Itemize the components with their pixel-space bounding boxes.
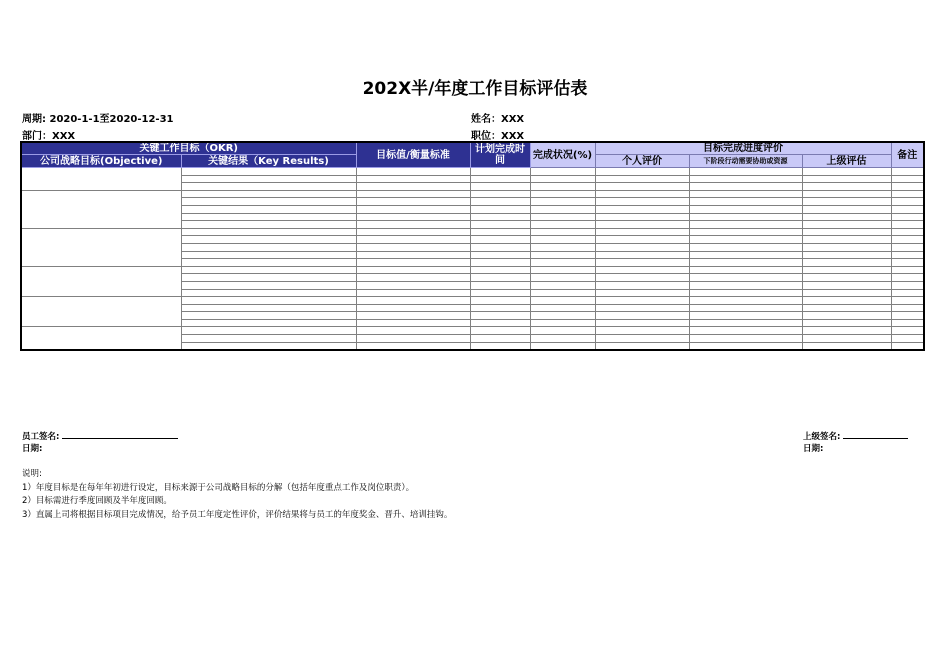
table-cell[interactable] — [470, 274, 530, 282]
table-cell[interactable] — [595, 183, 689, 191]
table-cell[interactable] — [891, 228, 924, 236]
status-header: 完成状况(%) — [530, 142, 595, 168]
table-cell[interactable] — [530, 236, 595, 244]
table-cell[interactable] — [181, 190, 356, 198]
table-cell[interactable] — [356, 190, 470, 198]
table-cell[interactable] — [181, 274, 356, 282]
table-cell[interactable] — [595, 243, 689, 251]
table-cell[interactable] — [595, 236, 689, 244]
table-row — [21, 228, 924, 236]
table-cell[interactable] — [356, 312, 470, 320]
table-cell[interactable] — [181, 205, 356, 213]
next-action-header: 下阶段行动需要协助或资源 — [689, 155, 802, 168]
table-cell[interactable] — [530, 319, 595, 327]
table-cell[interactable] — [470, 198, 530, 206]
table-cell[interactable] — [181, 312, 356, 320]
table-cell[interactable] — [891, 190, 924, 198]
table-cell[interactable] — [470, 236, 530, 244]
table-cell[interactable] — [181, 342, 356, 350]
table-cell[interactable] — [595, 175, 689, 183]
table-cell[interactable] — [595, 213, 689, 221]
table-row — [21, 266, 924, 274]
table-cell[interactable] — [530, 274, 595, 282]
table-cell[interactable] — [891, 335, 924, 343]
table-cell[interactable] — [470, 221, 530, 229]
table-cell[interactable] — [470, 205, 530, 213]
table-cell[interactable] — [470, 259, 530, 267]
remark-header: 备注 — [891, 142, 924, 168]
table-cell[interactable] — [356, 274, 470, 282]
table-cell[interactable] — [595, 190, 689, 198]
objective-header: 公司战略目标(Objective) — [21, 155, 181, 168]
table-cell[interactable] — [595, 289, 689, 297]
table-cell[interactable] — [181, 319, 356, 327]
table-cell[interactable] — [689, 342, 802, 350]
table-cell[interactable] — [689, 274, 802, 282]
evaluation-table — [20, 141, 925, 351]
table-cell[interactable] — [470, 319, 530, 327]
table-cell[interactable] — [181, 168, 356, 176]
table-cell[interactable] — [689, 243, 802, 251]
table-cell[interactable] — [802, 183, 891, 191]
table-cell[interactable] — [181, 297, 356, 305]
objective-cell[interactable] — [21, 266, 181, 296]
table-cell[interactable] — [356, 213, 470, 221]
table-cell[interactable] — [891, 319, 924, 327]
table-cell[interactable] — [181, 251, 356, 259]
table-cell[interactable] — [470, 243, 530, 251]
table-cell[interactable] — [595, 319, 689, 327]
table-cell[interactable] — [595, 335, 689, 343]
plan-time-header: 计划完成时间 — [470, 142, 530, 168]
table-cell[interactable] — [689, 175, 802, 183]
department-field: 部门：XXX — [22, 131, 76, 142]
table-cell[interactable] — [891, 168, 924, 176]
table-cell[interactable] — [802, 251, 891, 259]
table-cell[interactable] — [689, 228, 802, 236]
table-cell[interactable] — [802, 205, 891, 213]
table-cell[interactable] — [530, 228, 595, 236]
table-cell[interactable] — [470, 190, 530, 198]
table-cell[interactable] — [470, 281, 530, 289]
table-cell[interactable] — [181, 281, 356, 289]
table-cell[interactable] — [802, 266, 891, 274]
table-cell[interactable] — [802, 274, 891, 282]
table-cell[interactable] — [802, 228, 891, 236]
table-cell[interactable] — [595, 228, 689, 236]
period-field: 周期: 2020-1-1至2020-12-31 — [22, 114, 174, 125]
table-cell[interactable] — [802, 319, 891, 327]
table-cell[interactable] — [356, 228, 470, 236]
table-cell[interactable] — [595, 198, 689, 206]
table-cell[interactable] — [689, 327, 802, 335]
table-cell[interactable] — [891, 259, 924, 267]
table-cell[interactable] — [891, 304, 924, 312]
table-cell[interactable] — [595, 259, 689, 267]
table-cell[interactable] — [689, 213, 802, 221]
table-cell[interactable] — [530, 168, 595, 176]
table-cell[interactable] — [891, 312, 924, 320]
table-cell[interactable] — [470, 175, 530, 183]
table-cell[interactable] — [356, 236, 470, 244]
objective-cell[interactable] — [21, 190, 181, 228]
table-cell[interactable] — [470, 168, 530, 176]
table-cell[interactable] — [595, 251, 689, 259]
table-cell[interactable] — [802, 168, 891, 176]
superior-sign-line[interactable] — [843, 430, 908, 439]
table-cell[interactable] — [891, 236, 924, 244]
table-cell[interactable] — [891, 281, 924, 289]
table-cell[interactable] — [530, 243, 595, 251]
table-cell[interactable] — [891, 175, 924, 183]
table-cell[interactable] — [802, 304, 891, 312]
table-cell[interactable] — [595, 266, 689, 274]
table-cell[interactable] — [891, 289, 924, 297]
table-cell[interactable] — [802, 281, 891, 289]
table-cell[interactable] — [356, 183, 470, 191]
table-cell[interactable] — [356, 335, 470, 343]
table-cell[interactable] — [802, 289, 891, 297]
evaluation-table-body — [21, 168, 924, 351]
table-cell[interactable] — [802, 335, 891, 343]
table-cell[interactable] — [181, 236, 356, 244]
table-cell[interactable] — [470, 342, 530, 350]
table-cell[interactable] — [530, 213, 595, 221]
table-cell[interactable] — [356, 327, 470, 335]
table-cell[interactable] — [530, 266, 595, 274]
table-cell[interactable] — [689, 335, 802, 343]
table-cell[interactable] — [356, 168, 470, 176]
table-cell[interactable] — [689, 190, 802, 198]
table-cell[interactable] — [595, 221, 689, 229]
table-cell[interactable] — [530, 304, 595, 312]
table-cell[interactable] — [802, 236, 891, 244]
table-cell[interactable] — [802, 259, 891, 267]
table-cell[interactable] — [181, 289, 356, 297]
note-item: 2）目标需进行季度回顾及半年度回顾。 — [22, 496, 172, 506]
table-cell[interactable] — [530, 190, 595, 198]
table-cell[interactable] — [595, 297, 689, 305]
table-cell[interactable] — [530, 251, 595, 259]
table-cell[interactable] — [356, 319, 470, 327]
table-cell[interactable] — [595, 205, 689, 213]
table-cell[interactable] — [689, 236, 802, 244]
table-cell[interactable] — [356, 243, 470, 251]
table-cell[interactable] — [689, 259, 802, 267]
table-cell[interactable] — [802, 221, 891, 229]
table-cell[interactable] — [891, 266, 924, 274]
table-cell[interactable] — [470, 251, 530, 259]
table-cell[interactable] — [530, 221, 595, 229]
table-cell[interactable] — [470, 312, 530, 320]
table-cell[interactable] — [689, 251, 802, 259]
table-cell[interactable] — [891, 251, 924, 259]
table-cell[interactable] — [530, 205, 595, 213]
table-cell[interactable] — [891, 183, 924, 191]
table-cell[interactable] — [689, 198, 802, 206]
table-cell[interactable] — [356, 175, 470, 183]
table-cell[interactable] — [891, 243, 924, 251]
table-cell[interactable] — [530, 297, 595, 305]
superior-sign-label: 上级签名: — [803, 432, 841, 442]
objective-cell[interactable] — [21, 228, 181, 266]
table-cell[interactable] — [595, 281, 689, 289]
table-cell[interactable] — [802, 327, 891, 335]
table-cell[interactable] — [356, 281, 470, 289]
table-cell[interactable] — [356, 259, 470, 267]
table-cell[interactable] — [530, 312, 595, 320]
table-cell[interactable] — [891, 198, 924, 206]
position-field: 职位：XXX — [471, 131, 525, 142]
note-item: 1）年度目标是在每年年初进行设定，目标来源于公司战略目标的分解（包括年度重点工作及岗位职责）。 — [22, 482, 415, 493]
table-cell[interactable] — [689, 304, 802, 312]
table-cell[interactable] — [356, 221, 470, 229]
table-cell[interactable] — [470, 297, 530, 305]
table-cell[interactable] — [891, 274, 924, 282]
table-cell[interactable] — [181, 183, 356, 191]
objective-cell[interactable] — [21, 327, 181, 350]
superior-date-label: 日期: — [803, 444, 824, 454]
table-cell[interactable] — [802, 198, 891, 206]
eval-group-header: 目标完成进度评价 — [595, 142, 891, 155]
table-cell[interactable] — [356, 205, 470, 213]
table-cell[interactable] — [891, 205, 924, 213]
table-cell[interactable] — [530, 342, 595, 350]
table-cell[interactable] — [181, 175, 356, 183]
table-cell[interactable] — [470, 183, 530, 191]
key-results-header: 关键结果（Key Results) — [181, 155, 356, 168]
table-cell[interactable] — [595, 312, 689, 320]
table-cell[interactable] — [689, 319, 802, 327]
table-cell[interactable] — [181, 198, 356, 206]
table-cell[interactable] — [689, 205, 802, 213]
table-cell[interactable] — [530, 259, 595, 267]
employee-sign-line[interactable] — [62, 430, 178, 439]
table-cell[interactable] — [689, 289, 802, 297]
employee-sign-label: 员工签名: — [22, 432, 60, 442]
table-cell[interactable] — [356, 304, 470, 312]
table-cell[interactable] — [470, 335, 530, 343]
table-cell[interactable] — [356, 198, 470, 206]
table-cell[interactable] — [689, 297, 802, 305]
note-item: 3）直属上司将根据目标项目完成情况，给予员工年度定性评价，评价结果将与员工的年度奖金、晋升、培训挂钩。 — [22, 509, 453, 520]
table-cell[interactable] — [530, 183, 595, 191]
page-title: 202X半/年度工作目标评估表 — [362, 79, 588, 99]
table-cell[interactable] — [891, 327, 924, 335]
table-cell[interactable] — [891, 297, 924, 305]
table-cell[interactable] — [802, 190, 891, 198]
objective-cell[interactable] — [21, 297, 181, 327]
table-cell[interactable] — [891, 342, 924, 350]
table-cell[interactable] — [595, 327, 689, 335]
table-cell[interactable] — [470, 266, 530, 274]
table-cell[interactable] — [802, 175, 891, 183]
table-cell[interactable] — [595, 304, 689, 312]
table-row — [21, 168, 924, 176]
table-cell[interactable] — [689, 168, 802, 176]
table-row — [21, 297, 924, 305]
table-cell[interactable] — [356, 289, 470, 297]
notes-heading: 说明: — [22, 469, 42, 479]
target-header: 目标值/衡量标准 — [356, 142, 470, 168]
table-cell[interactable] — [181, 266, 356, 274]
table-cell[interactable] — [356, 266, 470, 274]
table-cell[interactable] — [595, 274, 689, 282]
table-cell[interactable] — [530, 335, 595, 343]
table-row — [21, 190, 924, 198]
table-cell[interactable] — [530, 289, 595, 297]
table-cell[interactable] — [356, 342, 470, 350]
table-cell[interactable] — [802, 243, 891, 251]
table-cell[interactable] — [802, 342, 891, 350]
table-cell[interactable] — [181, 228, 356, 236]
table-cell[interactable] — [181, 213, 356, 221]
table-cell[interactable] — [181, 304, 356, 312]
table-cell[interactable] — [530, 281, 595, 289]
table-cell[interactable] — [689, 266, 802, 274]
table-cell[interactable] — [891, 213, 924, 221]
table-cell[interactable] — [530, 175, 595, 183]
table-cell[interactable] — [470, 304, 530, 312]
table-cell[interactable] — [530, 198, 595, 206]
table-cell[interactable] — [356, 251, 470, 259]
table-cell[interactable] — [181, 327, 356, 335]
objective-cell[interactable] — [21, 168, 181, 191]
table-cell[interactable] — [470, 289, 530, 297]
superior-eval-header: 上级评估 — [802, 155, 891, 168]
table-cell[interactable] — [802, 213, 891, 221]
okr-group-header: 关键工作目标（OKR) — [21, 142, 356, 155]
table-cell[interactable] — [470, 228, 530, 236]
personal-eval-header: 个人评价 — [595, 155, 689, 168]
table-cell[interactable] — [470, 213, 530, 221]
table-cell[interactable] — [470, 327, 530, 335]
table-cell[interactable] — [802, 312, 891, 320]
table-cell[interactable] — [181, 243, 356, 251]
table-row — [21, 327, 924, 335]
table-cell[interactable] — [689, 312, 802, 320]
table-cell[interactable] — [689, 221, 802, 229]
table-cell[interactable] — [181, 335, 356, 343]
table-cell[interactable] — [595, 342, 689, 350]
table-cell[interactable] — [595, 168, 689, 176]
table-cell[interactable] — [891, 221, 924, 229]
table-cell[interactable] — [689, 183, 802, 191]
employee-date-label: 日期: — [22, 444, 43, 454]
name-field: 姓名：XXX — [471, 114, 525, 125]
table-cell[interactable] — [181, 221, 356, 229]
table-cell[interactable] — [802, 297, 891, 305]
table-cell[interactable] — [356, 297, 470, 305]
table-cell[interactable] — [530, 327, 595, 335]
notes-section — [22, 468, 452, 522]
table-cell[interactable] — [181, 259, 356, 267]
table-cell[interactable] — [689, 281, 802, 289]
